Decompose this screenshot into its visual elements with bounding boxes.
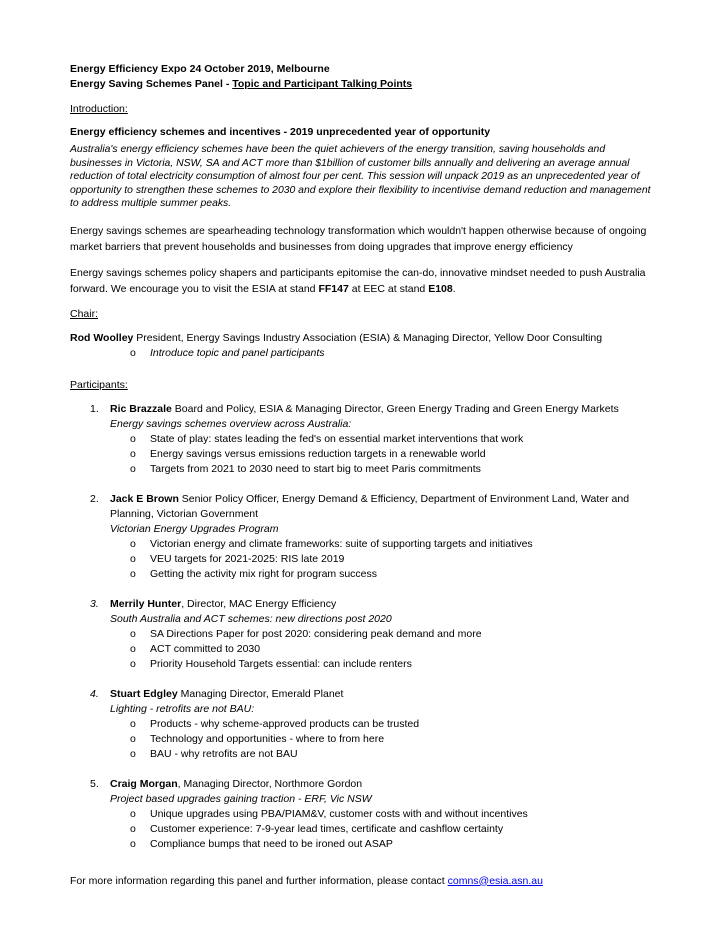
chair-point-text: Introduce topic and panel participants <box>150 346 325 359</box>
talking-point <box>110 807 655 822</box>
bullet-marker: o <box>130 627 136 640</box>
document-title: Energy Efficiency Expo 24 October 2019, Melbourne <box>70 63 330 75</box>
participant-item <box>70 777 655 852</box>
talking-point <box>110 732 655 747</box>
chair-role: President, Energy Savings Industry Association (ESIA) & Managing Director, Yellow Door Consulting <box>133 331 603 344</box>
bullet-marker: o <box>130 537 136 550</box>
participant-number: 2. <box>90 492 99 505</box>
participant-item <box>70 597 655 672</box>
document-subtitle <box>70 77 655 92</box>
document-page <box>70 62 655 889</box>
talking-point-text: Compliance bumps that need to be ironed out ASAP <box>150 837 393 850</box>
participant-name: Ric Brazzale <box>110 402 172 415</box>
talking-point <box>110 822 655 837</box>
participant-heading <box>110 402 655 417</box>
talking-point-text: ACT committed to 2030 <box>150 642 261 655</box>
participant-heading <box>110 777 655 792</box>
participant-role: Board and Policy, ESIA & Managing Director, Green Energy Trading and Green Energy Markets <box>171 402 619 415</box>
chair-point <box>70 346 655 361</box>
subtitle-underlined: Topic and Participant Talking Points <box>232 78 413 90</box>
bullet-marker: o <box>130 822 136 835</box>
participant-name: Merrily Hunter <box>110 597 182 610</box>
talking-point <box>110 432 655 447</box>
talking-point <box>110 627 655 642</box>
talking-point <box>110 537 655 552</box>
talking-point-text: SA Directions Paper for post 2020: considering peak demand and more <box>150 627 482 640</box>
participant-name: Jack E Brown <box>110 492 179 505</box>
talking-point-text: VEU targets for 2021-2025: RIS late 2019 <box>150 552 345 565</box>
introduction-label: Introduction: <box>70 103 128 115</box>
talking-point-text: BAU - why retrofits are not BAU <box>150 747 298 760</box>
participant-topic: Energy savings schemes overview across Australia: <box>110 417 352 430</box>
introduction-title: Energy efficiency schemes and incentives - 2019 unprecedented year of opportunity <box>70 126 491 138</box>
participants-list <box>70 402 655 852</box>
participant-role: Senior Policy Officer, Energy Demand & Efficiency, Department of Environment Land, Water and Planning, Victorian Government <box>110 492 630 520</box>
participant-topic: Project based upgrades gaining traction - ERF, Vic NSW <box>110 792 372 805</box>
footer <box>70 874 655 889</box>
participant-role: , Director, MAC Energy Efficiency <box>181 597 337 610</box>
stand-ff147: FF147 <box>318 282 349 295</box>
bullet-marker: o <box>130 447 136 460</box>
talking-point <box>110 657 655 672</box>
bullet-marker: o <box>130 346 136 359</box>
participants-label: Participants: <box>70 378 128 391</box>
participant-heading <box>110 687 655 702</box>
participant-heading <box>110 597 655 612</box>
talking-point-text: State of play: states leading the fed's on essential market interventions that work <box>150 432 524 445</box>
talking-point <box>110 462 655 477</box>
talking-point-text: Targets from 2021 to 2030 need to start big to meet Paris commitments <box>150 462 481 475</box>
participant-item <box>70 402 655 477</box>
participant-role: Managing Director, Emerald Planet <box>177 687 344 700</box>
talking-point-text: Unique upgrades using PBA/PIAM&V, customer costs with and without incentives <box>150 807 528 820</box>
talking-point <box>110 837 655 852</box>
chair-name: Rod Woolley <box>70 331 134 344</box>
participant-topic: Victorian Energy Upgrades Program <box>110 522 279 535</box>
talking-point <box>110 747 655 762</box>
stand-e108: E108 <box>428 282 453 295</box>
bullet-marker: o <box>130 552 136 565</box>
talking-point-text: Victorian energy and climate frameworks: suite of supporting targets and initiatives <box>150 537 533 550</box>
chair-label: Chair: <box>70 307 99 320</box>
talking-point-text: Getting the activity mix right for program success <box>150 567 377 580</box>
participant-number: 4. <box>90 687 99 700</box>
talking-point-text: Priority Household Targets essential: can include renters <box>150 657 412 670</box>
talking-point-text: Products - why scheme-approved products can be trusted <box>150 717 420 730</box>
introduction-para-1: Energy savings schemes are spearheading technology transformation which wouldn't happen otherwise because of ongoing market barriers that prevent households and businesses from doing upgrades that improve energy efficiency <box>70 224 647 253</box>
participant-topic: Lighting - retrofits are not BAU: <box>110 702 255 715</box>
bullet-marker: o <box>130 567 136 580</box>
subtitle-prefix: Energy Saving Schemes Panel - <box>70 78 233 90</box>
participant-number: 1. <box>90 402 99 415</box>
introduction-lead: Australia's energy efficiency schemes have been the quiet achievers of the energy transition, saving households and businesses in Victoria, NSW, SA and ACT more than $1billion of customer bills annually and delivering an average annual reduction of total electricity consumption of almost four per cent. This session will unpack 2019 as an unprecedented year of opportunity to strengthen these schemes to 2030 and explore their flexibility to incentivise demand reduction and management to address multiple summer peaks. <box>70 144 651 209</box>
participant-role: , Managing Director, Northmore Gordon <box>177 777 363 790</box>
footer-text: For more information regarding this panel and further information, please contact <box>70 874 448 887</box>
talking-point <box>110 552 655 567</box>
participant-number: 3. <box>90 597 99 610</box>
bullet-marker: o <box>130 747 136 760</box>
introduction-para-2 <box>70 265 655 297</box>
talking-point <box>110 642 655 657</box>
participant-name: Stuart Edgley <box>110 687 178 700</box>
bullet-marker: o <box>130 642 136 655</box>
participant-name: Craig Morgan <box>110 777 178 790</box>
talking-point-text: Technology and opportunities - where to from here <box>150 732 385 745</box>
bullet-marker: o <box>130 717 136 730</box>
bullet-marker: o <box>130 657 136 670</box>
para-2-end: . <box>452 282 456 295</box>
talking-point-text: Customer experience: 7-9-year lead times, certificate and cashflow certainty <box>150 822 504 835</box>
bullet-marker: o <box>130 432 136 445</box>
para-2-text: Energy savings schemes policy shapers and participants epitomise the can-do, innovative mindset needed to push Australia forward. We encourage you to visit the ESIA at stand <box>70 266 646 295</box>
bullet-marker: o <box>130 732 136 745</box>
participant-topic: South Australia and ACT schemes: new directions post 2020 <box>110 612 392 625</box>
para-2-mid: at EEC at stand <box>348 282 429 295</box>
participant-item <box>70 687 655 762</box>
bullet-marker: o <box>130 837 136 850</box>
bullet-marker: o <box>130 807 136 820</box>
chair-entry <box>70 331 655 346</box>
talking-point <box>110 567 655 582</box>
bullet-marker: o <box>130 462 136 475</box>
participant-number: 5. <box>90 777 99 790</box>
talking-point-text: Energy savings versus emissions reduction targets in a renewable world <box>150 447 486 460</box>
participant-heading <box>110 492 655 522</box>
talking-point <box>110 717 655 732</box>
talking-point <box>110 447 655 462</box>
participant-item <box>70 492 655 582</box>
contact-email-link[interactable]: comns@esia.asn.au <box>447 874 543 887</box>
